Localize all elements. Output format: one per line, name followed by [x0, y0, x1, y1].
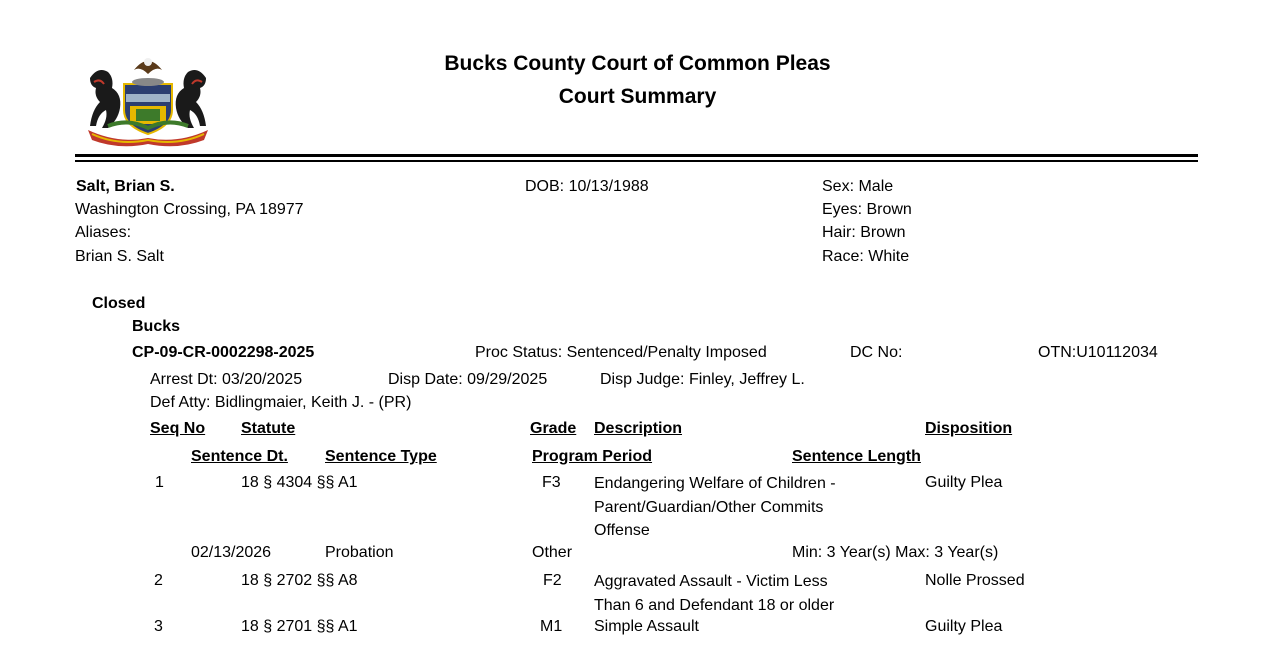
- dc-number: DC No:: [850, 344, 903, 361]
- charge-description-line: Parent/Guardian/Other Commits: [594, 499, 824, 516]
- court-title: Bucks County Court of Common Pleas: [444, 52, 831, 75]
- defendant-name: Salt, Brian S.: [76, 178, 175, 195]
- proc-status: Proc Status: Sentenced/Penalty Imposed: [475, 344, 767, 361]
- county-label: Bucks: [132, 318, 181, 335]
- charge-grade: M1: [540, 618, 563, 635]
- eyes: Eyes: Brown: [822, 201, 912, 218]
- sentence-length: Min: 3 Year(s) Max: 3 Year(s): [792, 544, 999, 561]
- col-header-sentence-length: Sentence Length: [792, 448, 921, 465]
- sentence-date: 02/13/2026: [191, 544, 272, 561]
- charge-grade: F2: [543, 572, 562, 589]
- col-header-statute: Statute: [241, 420, 296, 437]
- col-header-grade: Grade: [530, 420, 577, 437]
- docket-number: CP-09-CR-0002298-2025: [132, 344, 315, 361]
- report-title: Court Summary: [558, 85, 717, 108]
- col-header-disposition: Disposition: [925, 420, 1013, 437]
- case-status-group: Closed: [92, 295, 146, 312]
- charge-statute: 18 § 2701 §§ A1: [241, 618, 358, 635]
- otn: OTN:U10112034: [1038, 344, 1158, 361]
- charge-grade: F3: [542, 474, 561, 491]
- dob: DOB: 10/13/1988: [525, 178, 649, 195]
- aliases-label: Aliases:: [75, 224, 132, 241]
- charge-disposition: Guilty Plea: [925, 474, 1003, 491]
- charge-description-line: Simple Assault: [594, 618, 699, 635]
- sex: Sex: Male: [822, 178, 894, 195]
- sentence-type: Probation: [325, 544, 394, 561]
- charge-description-line: Than 6 and Defendant 18 or older: [594, 597, 835, 614]
- col-header-description: Description: [594, 420, 683, 437]
- defense-attorney: Def Atty: Bidlingmaier, Keith J. - (PR): [150, 394, 412, 411]
- charge-disposition: Guilty Plea: [925, 618, 1003, 635]
- header-divider: [75, 154, 1198, 157]
- alias-value: Brian S. Salt: [75, 248, 164, 265]
- arrest-date: Arrest Dt: 03/20/2025: [150, 371, 303, 388]
- disposition-date: Disp Date: 09/29/2025: [388, 371, 548, 388]
- charge-description-line: Offense: [594, 522, 650, 539]
- charge-description-line: Endangering Welfare of Children -: [594, 475, 836, 492]
- charge-seq: 2: [154, 572, 163, 589]
- defendant-address: Washington Crossing, PA 18977: [75, 201, 304, 218]
- race: Race: White: [822, 248, 910, 265]
- col-header-program-period: Program Period: [532, 448, 653, 465]
- program-period: Other: [532, 544, 573, 561]
- charge-description-line: Aggravated Assault - Victim Less: [594, 573, 828, 590]
- col-header-sentence-date: Sentence Dt.: [191, 448, 288, 465]
- charge-disposition: Nolle Prossed: [925, 572, 1025, 589]
- col-header-seq-no: Seq No: [150, 420, 206, 437]
- header-divider-secondary: [75, 160, 1198, 162]
- charge-seq: 1: [155, 474, 164, 491]
- col-header-sentence-type: Sentence Type: [325, 448, 437, 465]
- charge-statute: 18 § 4304 §§ A1: [241, 474, 358, 491]
- charge-statute: 18 § 2702 §§ A8: [241, 572, 358, 589]
- charge-seq: 3: [154, 618, 163, 635]
- hair: Hair: Brown: [822, 224, 906, 241]
- disposition-judge: Disp Judge: Finley, Jeffrey L.: [600, 371, 805, 388]
